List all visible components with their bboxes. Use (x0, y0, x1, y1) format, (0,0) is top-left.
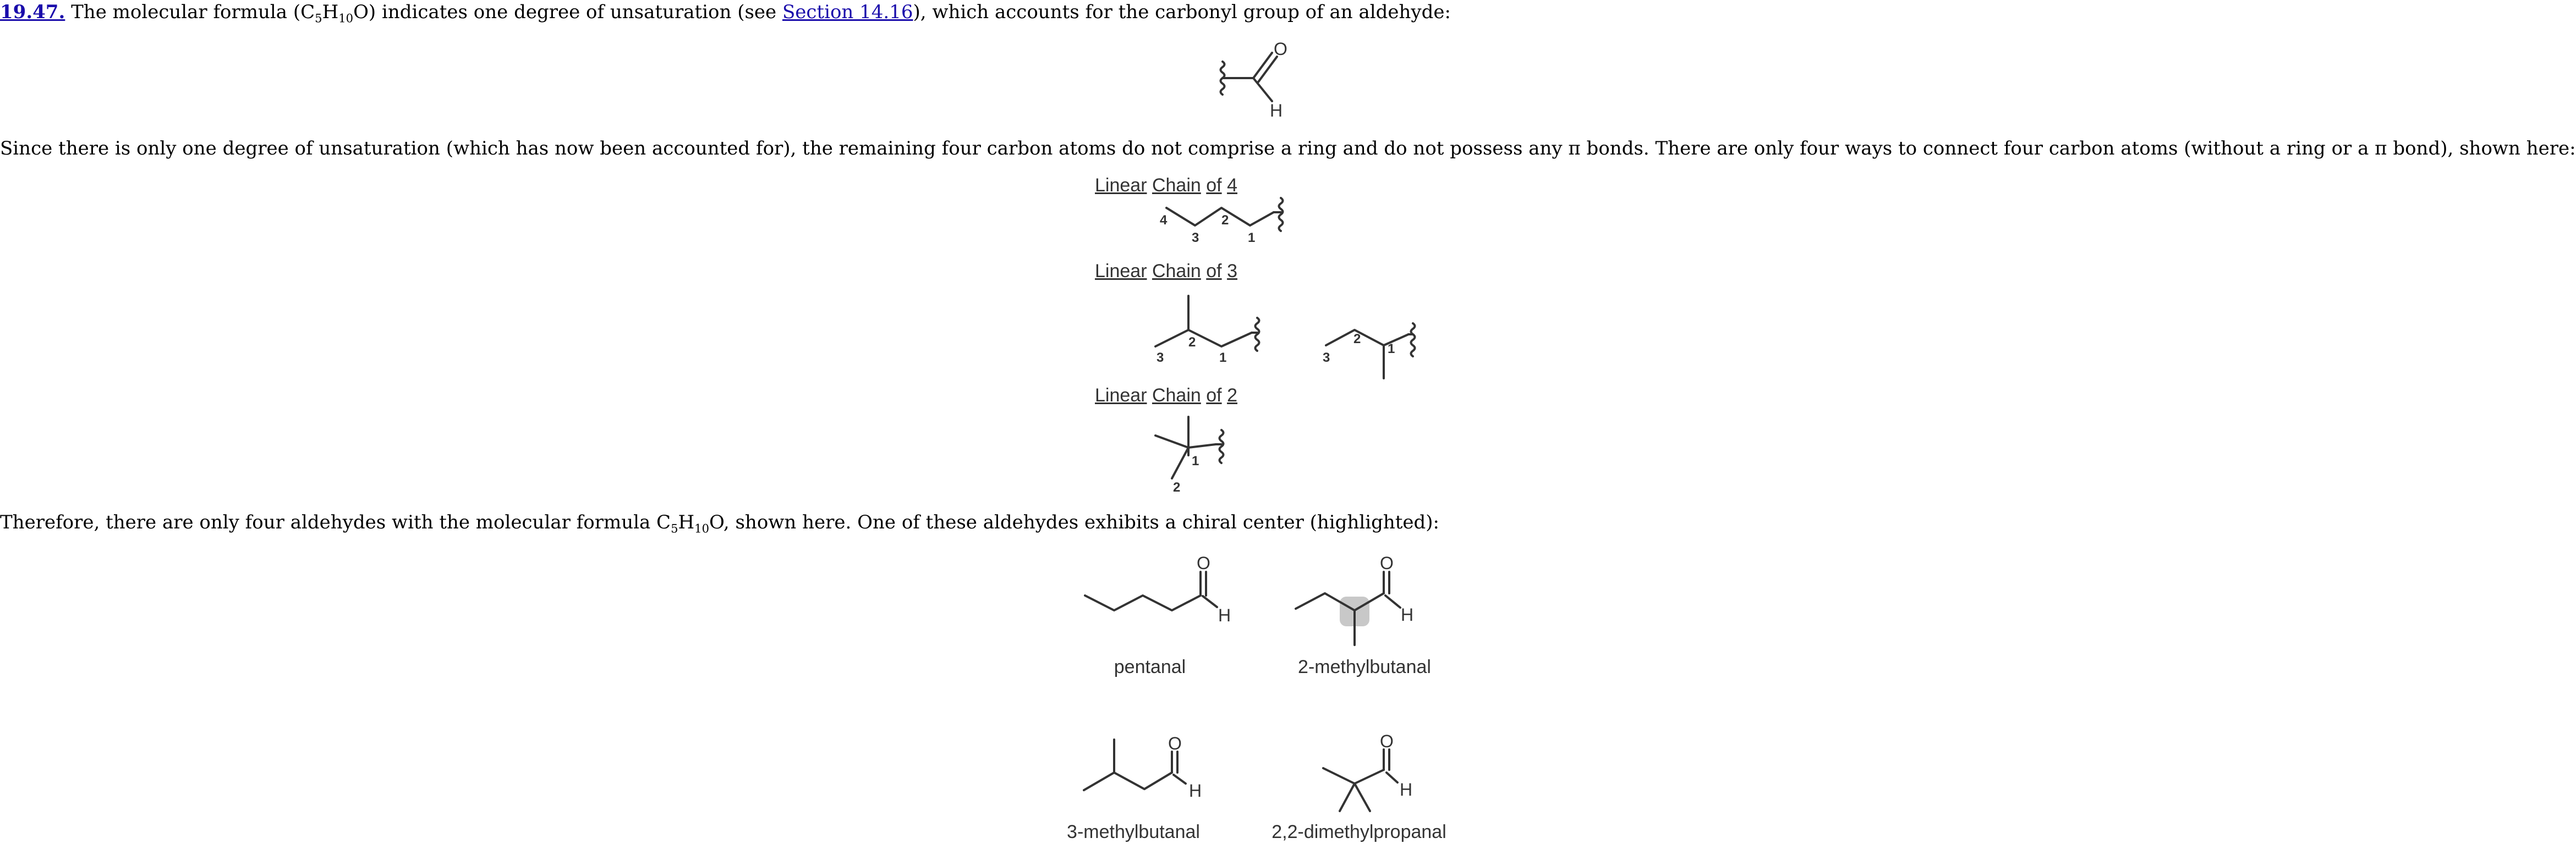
aldehyde-group-structure (1210, 38, 1298, 121)
svg-text:2: 2 (1188, 335, 1196, 350)
2,2-dimethylpropanal-name: 2,2-dimethylpropanal (1271, 822, 1446, 842)
problem-number-link[interactable]: 19.47. (0, 1, 65, 23)
pentanal-name: pentanal (1114, 657, 1186, 677)
svg-text:H: H (1401, 605, 1414, 625)
chain-of-3-branched-structure-a (1139, 291, 1265, 368)
chain-of-3-branched-structure-b (1320, 319, 1430, 385)
explanation-paragraph: Since there is only one degree of unsaturation (which has now been accounted for), the remaining four carbon atoms do not comprise a ring and do not possess any π bonds. There are only four ways to connect four carbon atoms (without a ring or a π bond), shown here: (0, 137, 2576, 159)
svg-text:4: 4 (1160, 213, 1168, 228)
svg-text:2: 2 (1353, 332, 1361, 346)
svg-text:H: H (1400, 780, 1413, 800)
pentanal-structure (1078, 553, 1210, 630)
svg-text:2: 2 (1173, 480, 1181, 495)
hydrogen-atom-label: H (1270, 101, 1283, 120)
svg-text:3: 3 (1323, 350, 1330, 365)
chain-of-3-label: Linear Chain of 3 (1095, 261, 1237, 282)
chain-of-2-label: Linear Chain of 2 (1095, 385, 1237, 406)
chain-of-4-label: Linear Chain of 4 (1095, 175, 1237, 196)
svg-text:O: O (1380, 553, 1394, 573)
svg-text:1: 1 (1248, 230, 1256, 245)
svg-text:1: 1 (1192, 454, 1199, 468)
svg-text:2: 2 (1221, 213, 1229, 228)
svg-text:3: 3 (1192, 230, 1199, 245)
svg-text:H: H (1189, 781, 1202, 801)
pentanal-aldehyde-h (1201, 595, 1245, 628)
2,2-dimethylpropanal-structure (1309, 718, 1442, 817)
svg-text:O: O (1168, 734, 1182, 753)
conclusion-paragraph: Therefore, there are only four aldehydes with the molecular formula $C_5H_{10}O$, shown here. One of these aldehydes exhibits a chiral center (highlighted): (0, 511, 1440, 536)
chain-of-4-structure (1150, 197, 1304, 252)
section-link[interactable]: Section 14.16 (782, 1, 913, 23)
3-methylbutanal-name: 3-methylbutanal (1067, 822, 1200, 842)
svg-text:3: 3 (1157, 350, 1164, 365)
oxygen-atom-label: O (1274, 39, 1287, 59)
intro-paragraph: 19.47. The molecular formula $(C_5H_{10}O)$ indicates one degree of unsaturation (see Section 14.16), which accounts for the carbonyl group of an aldehyde: (0, 1, 1451, 25)
2-methylbutanal-name: 2-methylbutanal (1298, 657, 1431, 677)
svg-text:H: H (1218, 605, 1231, 625)
svg-text:O: O (1197, 553, 1210, 573)
svg-text:O: O (1380, 731, 1394, 751)
svg-text:1: 1 (1388, 341, 1395, 356)
chain-of-2-structure (1144, 414, 1232, 496)
2-methylbutanal-structure (1287, 553, 1430, 657)
svg-text:1: 1 (1219, 350, 1227, 365)
3-methylbutanal-structure (1076, 718, 1219, 806)
